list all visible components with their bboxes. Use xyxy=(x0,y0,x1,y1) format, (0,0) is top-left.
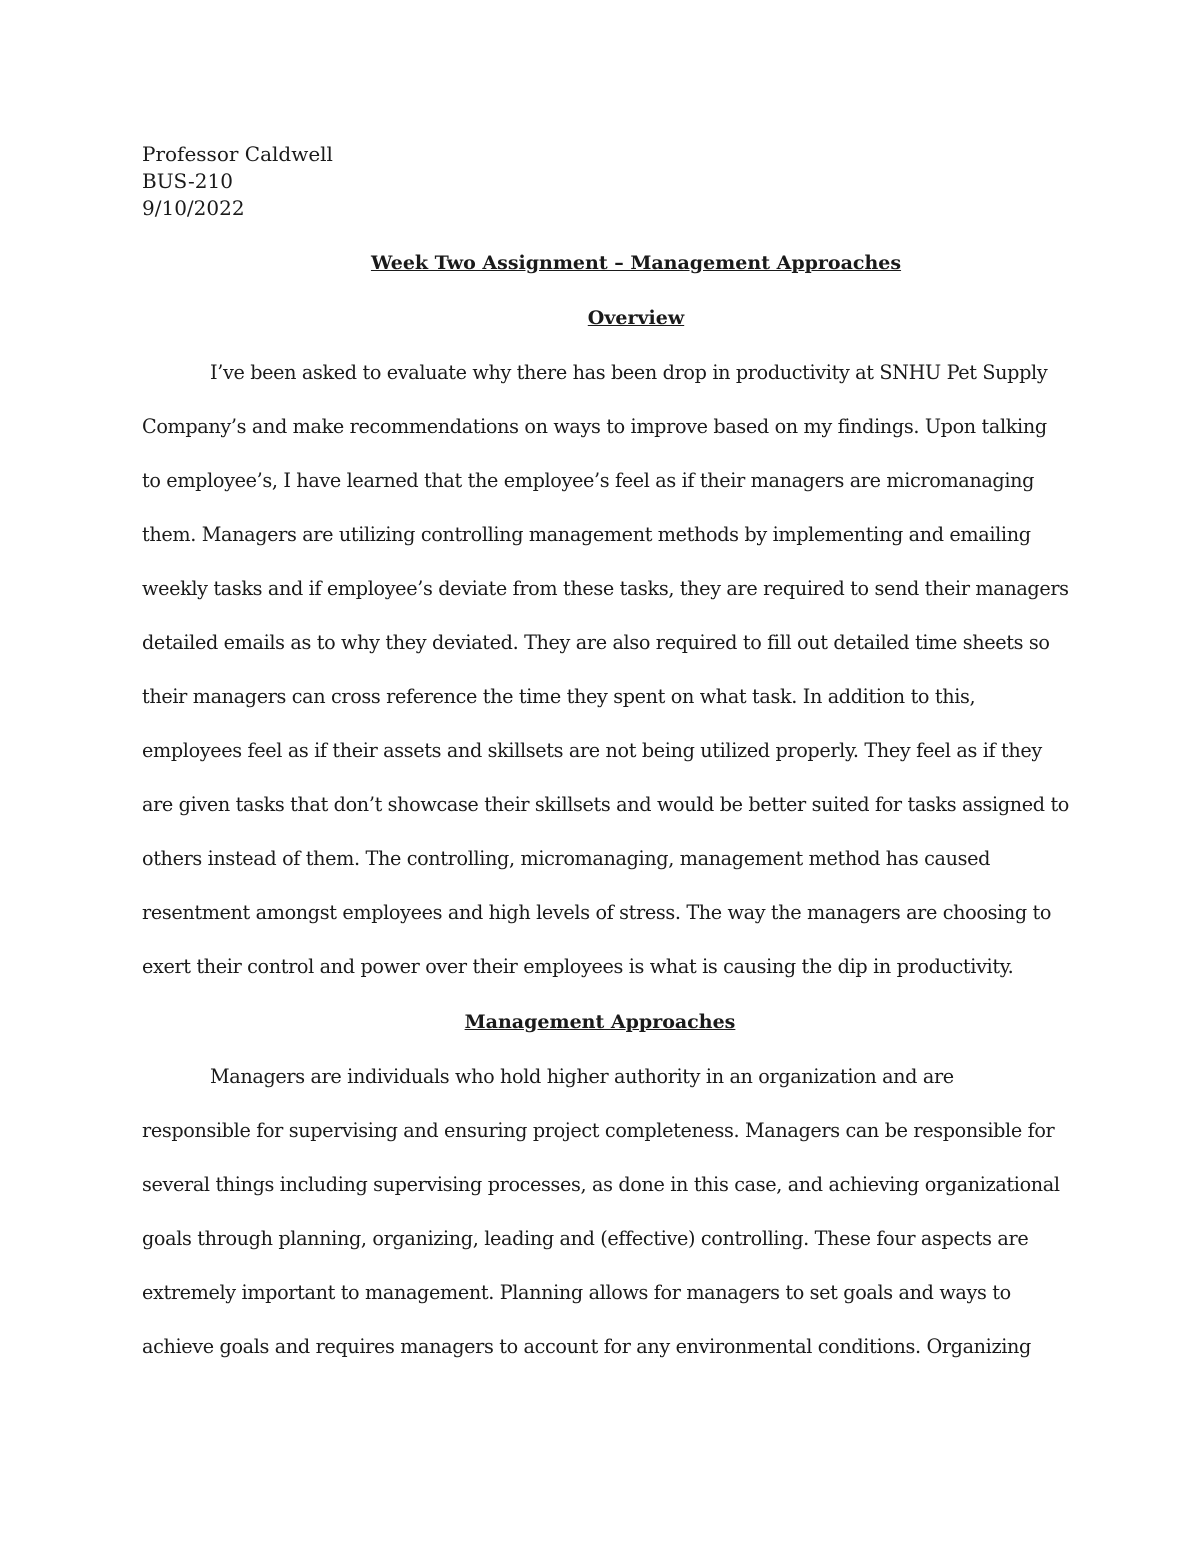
section-heading-overview: Overview xyxy=(587,307,685,329)
paragraph-line: Company’s and make recommendations on ways to improve based on my findings. Upon talking xyxy=(142,415,1047,438)
paragraph-line: resentment amongst employees and high levels of stress. The way the managers are choosing to xyxy=(142,901,1052,924)
paragraph-line: extremely important to management. Planning allows for managers to set goals and ways to xyxy=(142,1281,1011,1304)
paragraph-line: achieve goals and requires managers to account for any environmental conditions. Organizing xyxy=(142,1335,1031,1358)
professor-name: Professor Caldwell xyxy=(142,142,333,166)
paragraph-line: to employee’s, I have learned that the employee’s feel as if their managers are micromanaging xyxy=(142,469,1035,492)
paragraph-line: others instead of them. The controlling, micromanaging, management method has caused xyxy=(142,847,991,870)
header-block xyxy=(142,141,742,222)
paragraph-line: are given tasks that don’t showcase their skillsets and would be better suited for tasks assigned to xyxy=(142,793,1070,816)
paragraph-management-approaches xyxy=(142,1063,1062,1387)
paragraph-line: their managers can cross reference the time they spent on what task. In addition to this, xyxy=(142,685,976,708)
paragraph-line: responsible for supervising and ensuring project completeness. Managers can be responsible for xyxy=(142,1119,1055,1142)
paragraph-line: I’ve been asked to evaluate why there has been drop in productivity at SNHU Pet Supply xyxy=(210,361,1048,384)
document-date: 9/10/2022 xyxy=(142,196,245,220)
paragraph-line: weekly tasks and if employee’s deviate from these tasks, they are required to send their managers xyxy=(142,577,1069,600)
document-title: Week Two Assignment – Management Approaches xyxy=(370,252,902,274)
paragraph-line: detailed emails as to why they deviated. They are also required to fill out detailed time sheets so xyxy=(142,631,1050,654)
paragraph-line: goals through planning, organizing, leading and (effective) controlling. These four aspects are xyxy=(142,1227,1029,1250)
course-code: BUS-210 xyxy=(142,169,233,193)
section-heading-management-approaches: Management Approaches xyxy=(464,1011,736,1033)
paragraph-line: exert their control and power over their employees is what is causing the dip in productivity. xyxy=(142,955,1014,978)
paragraph-overview xyxy=(142,359,1070,1007)
paragraph-line: Managers are individuals who hold higher authority in an organization and are xyxy=(210,1065,954,1088)
paragraph-line: several things including supervising processes, as done in this case, and achieving organizational xyxy=(142,1173,1060,1196)
paragraph-line: employees feel as if their assets and skillsets are not being utilized properly. They feel as if they xyxy=(142,739,1042,762)
paragraph-line: them. Managers are utilizing controlling management methods by implementing and emailing xyxy=(142,523,1031,546)
